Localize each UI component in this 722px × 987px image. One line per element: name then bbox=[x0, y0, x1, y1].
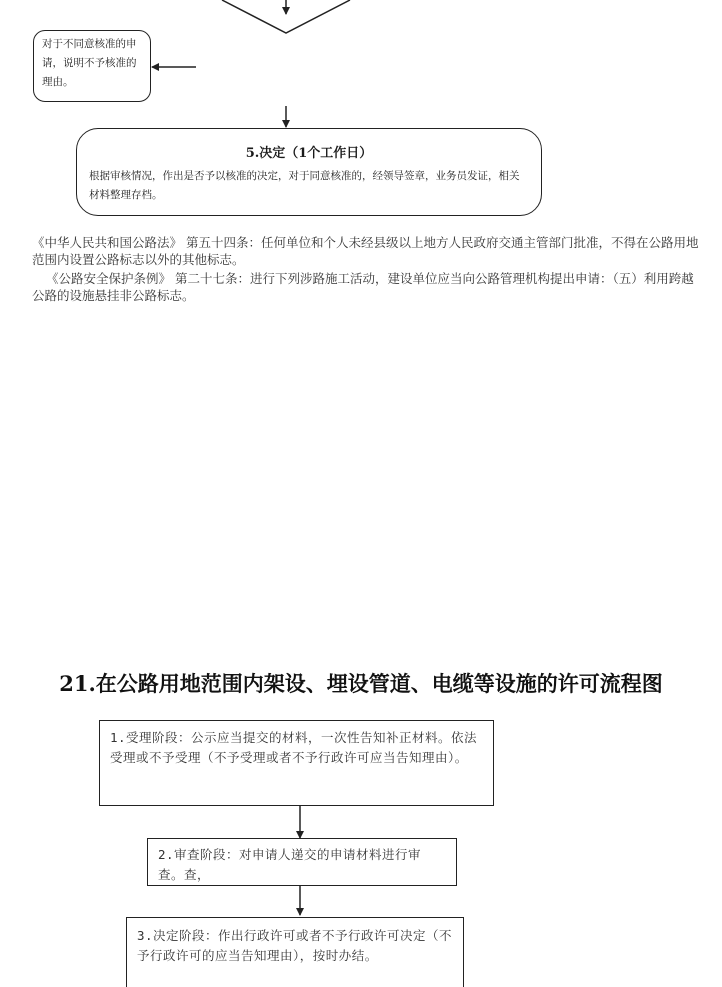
step5-body: 根据审核情况，作出是否予以核准的决定，对于同意核准的，经领导签章，业务员发证，相关材料整理存档。 bbox=[89, 170, 520, 201]
step2-text: 2.审查阶段：对申请人递交的申请材料进行审查。查， bbox=[158, 847, 422, 882]
section-title: 21.在公路用地范围内架设、埋设管道、电缆等设施的许可流程图 bbox=[59, 671, 663, 696]
legal-para-1: 《中华人民共和国公路法》 第五十四条：任何单位和个人未经县级以上地方人民政府交通主管部门批准，不得在公路用地范围内设置公路标志以外的其他标志。 bbox=[32, 235, 699, 267]
step3-text: 3.决定阶段：作出行政许可或者不予行政许可决定（不予行政许可的应当告知理由），按时办结。 bbox=[137, 928, 453, 963]
legal-para-2: 《公路安全保护条例》 第二十七条：进行下列涉路施工活动，建设单位应当向公路管理机构提出申请：（五）利用跨越公路的设施悬挂非公路标志。 bbox=[32, 271, 694, 303]
step5-title: 5.决定（1个工作日） bbox=[245, 146, 373, 161]
step3-box bbox=[126, 917, 464, 987]
reject-note-box bbox=[33, 30, 151, 102]
step1-box bbox=[99, 720, 494, 806]
step1-text: 1.受理阶段：公示应当提交的材料，一次性告知补正材料。依法受理或不予受理（不予受理或者不予行政许可应当告知理由）。 bbox=[110, 730, 478, 765]
step2-box bbox=[147, 838, 457, 886]
reject-note-text: 对于不同意核准的申请，说明不予核准的理由。 bbox=[42, 38, 137, 88]
step5-box bbox=[76, 128, 542, 216]
